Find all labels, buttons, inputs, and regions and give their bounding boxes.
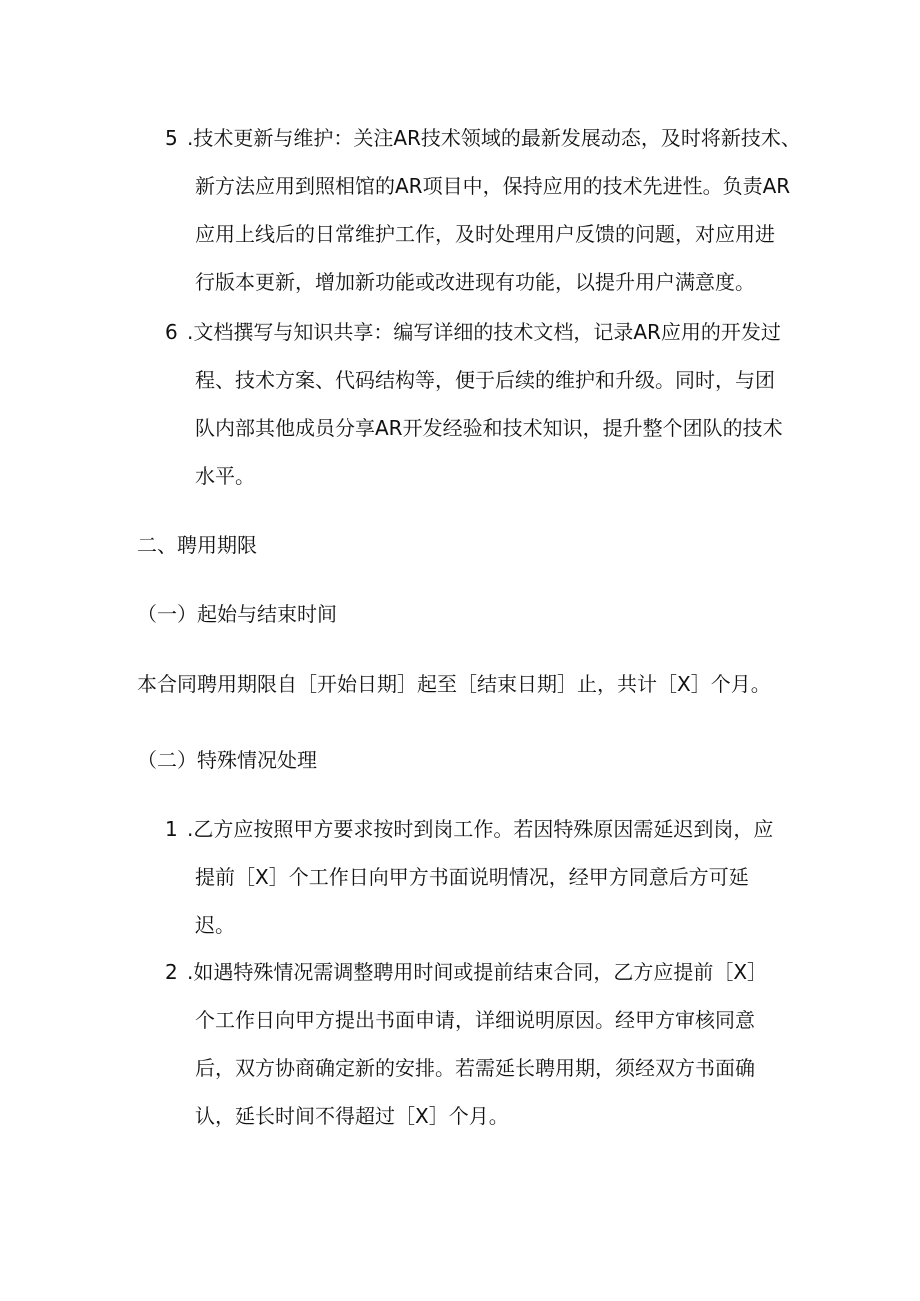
subsection-heading: （二）特殊情况处理 [137, 748, 317, 772]
list-item-line: 应用上线后的日常维护工作，及时处理用户反馈的问题，对应用进 [195, 222, 775, 246]
list-item-line: 提前［X］个工作日向甲方书面说明情况，经甲方同意后方可延 [195, 865, 749, 889]
list-item-line: 行版本更新，增加新功能或改进现有功能，以提升用户满意度。 [195, 270, 755, 294]
list-item-line: 迟。 [195, 913, 235, 937]
list-item-body [187, 308, 799, 500]
list-item-body [187, 948, 799, 1140]
list-item-line: 认，延长时间不得超过［X］个月。 [195, 1104, 509, 1128]
list-item-line: 后，双方协商确定新的安排。若需延长聘用期，须经双方书面确 [195, 1056, 755, 1080]
list-item-body [187, 114, 799, 306]
list-item-line: .文档撰写与知识共享：编写详细的技术文档，记录AR应用的开发过 [187, 320, 781, 344]
list-item-number: 2 [165, 960, 178, 984]
list-item-number: 1 [165, 817, 178, 841]
list-item-line: 新方法应用到照相馆的AR项目中，保持应用的技术先进性。负责AR [195, 174, 791, 198]
section-heading: 二、聘用期限 [137, 533, 257, 557]
list-item-line: 程、技术方案、代码结构等，便于后续的维护和升级。同时，与团 [195, 368, 775, 392]
list-item-line: 个工作日向甲方提出书面申请，详细说明原因。经甲方审核同意 [195, 1008, 755, 1032]
subsection-heading: （一）起始与结束时间 [137, 602, 337, 626]
list-item-number: 6 [165, 320, 178, 344]
list-item-line: 水平。 [195, 464, 255, 488]
list-item-line: .技术更新与维护：关注AR技术领域的最新发展动态，及时将新技术、 [187, 126, 801, 150]
list-item-line: .乙方应按照甲方要求按时到岗工作。若因特殊原因需延迟到岗，应 [187, 817, 774, 841]
list-item-number: 5 [165, 126, 178, 150]
list-item-body [187, 805, 799, 949]
list-item-line: .如遇特殊情况需调整聘用时间或提前结束合同，乙方应提前［X］ [187, 960, 768, 984]
paragraph-text: 本合同聘用期限自［开始日期］起至［结束日期］止，共计［X］个月。 [137, 672, 771, 696]
list-item-line: 队内部其他成员分享AR开发经验和技术知识，提升整个团队的技术 [195, 416, 783, 440]
